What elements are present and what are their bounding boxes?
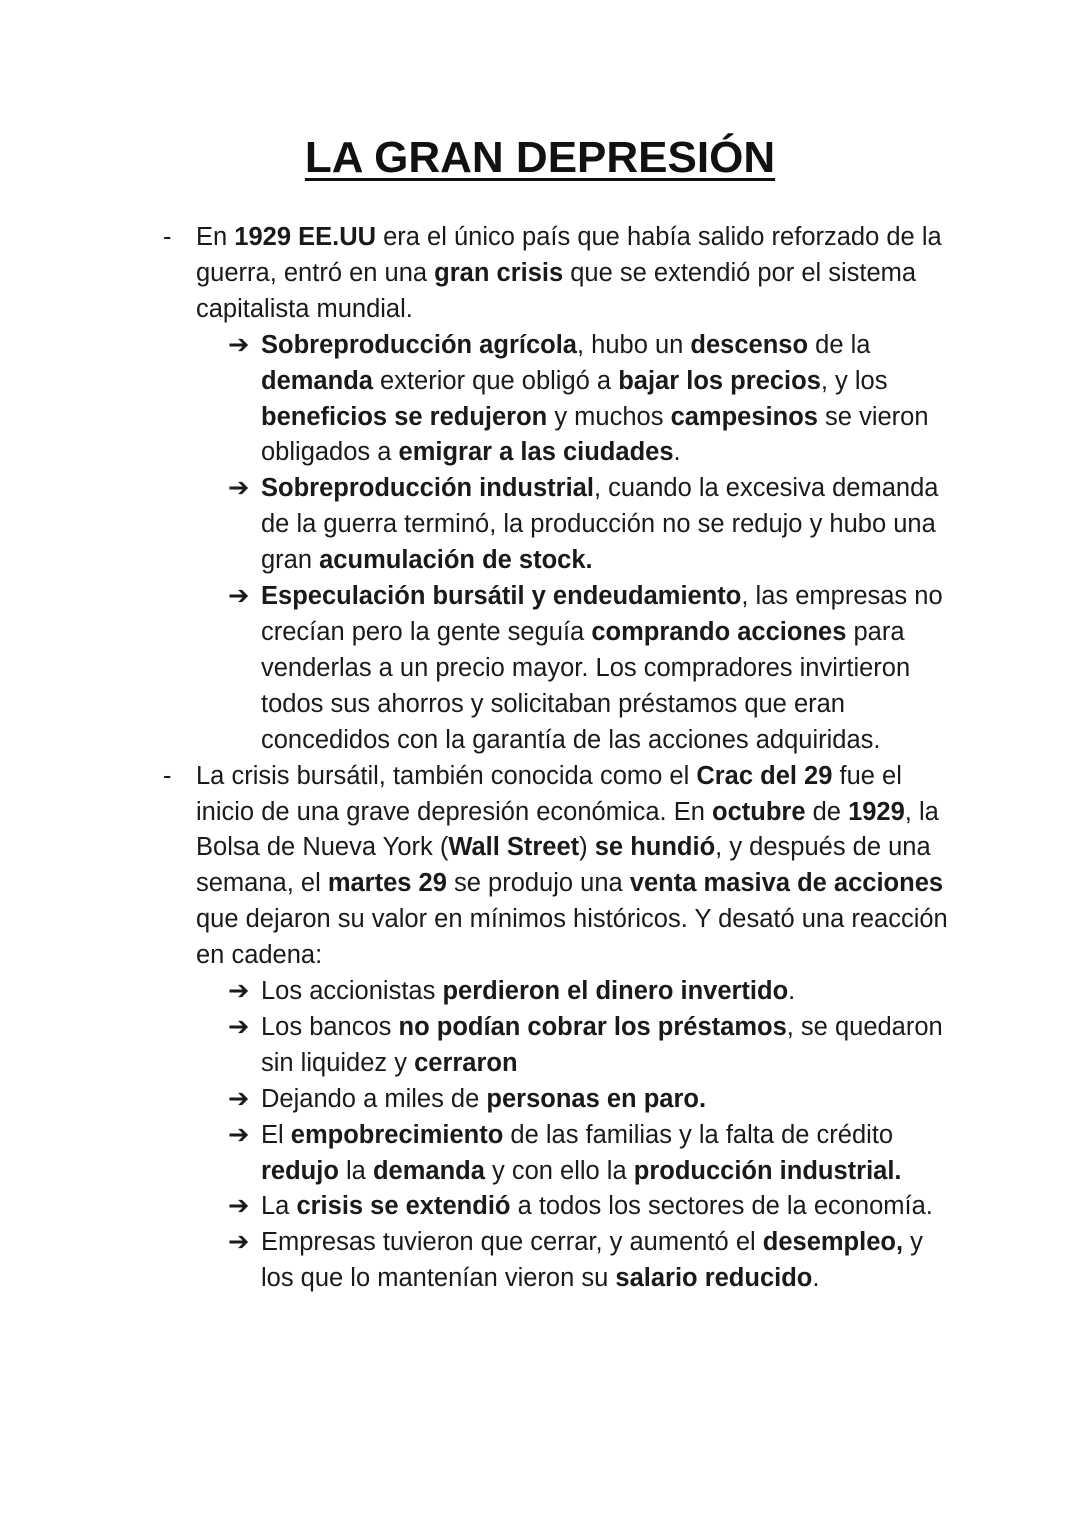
document-body bbox=[0, 220, 1080, 1297]
paragraph-1: - En 1929 EE.UU era el único país que había salido reforzado de la guerra, entró en una gran crisis que se extendió por el sistema capitalista mundial. bbox=[0, 220, 956, 328]
arrow-icon: ➔ bbox=[228, 330, 250, 359]
arrow-icon: ➔ bbox=[228, 1084, 250, 1113]
bullet-speculation-debt: ➔ Especulación bursátil y endeudamiento, las empresas no crecían pero la gente seguía comprando acciones para venderlas a un precio mayor. Los compradores invirtieron todos sus ahorros y solicitaban préstamos que eran concedidos con la garantía de las acciones adquiridas. bbox=[0, 579, 951, 759]
arrow-icon: ➔ bbox=[228, 1228, 250, 1257]
arrow-icon: ➔ bbox=[228, 1192, 250, 1221]
bullet-shareholders: ➔ Los accionistas perdieron el dinero invertido. bbox=[0, 974, 951, 1010]
dash-marker: - bbox=[163, 223, 172, 251]
arrow-icon: ➔ bbox=[228, 474, 250, 503]
bullet-companies-closing: ➔ Empresas tuvieron que cerrar, y aumentó el desempleo, y los que lo mantenían vieron su salario reducido. bbox=[0, 1225, 951, 1297]
paragraph-2: - La crisis bursátil, también conocida como el Crac del 29 fue el inicio de una grave depresión económica. En octubre de 1929, la Bolsa de Nueva York (Wall Street) se hundió, y después de una semana, el martes 29 se produjo una venta masiva de acciones que dejaron su valor en mínimos históricos. Y desató una reacción en cadena: bbox=[0, 759, 956, 974]
bullet-banks: ➔ Los bancos no podían cobrar los préstamos, se quedaron sin liquidez y cerraron bbox=[0, 1010, 951, 1082]
arrow-icon: ➔ bbox=[228, 1120, 250, 1149]
bullet-unemployment: ➔ Dejando a miles de personas en paro. bbox=[0, 1082, 951, 1118]
bullet-industrial-overproduction: ➔ Sobreproducción industrial, cuando la excesiva demanda de la guerra terminó, la producción no se redujo y hubo una gran acumulación de stock. bbox=[0, 471, 951, 579]
arrow-icon: ➔ bbox=[228, 582, 250, 611]
dash-marker: - bbox=[163, 761, 172, 790]
arrow-icon: ➔ bbox=[228, 1012, 250, 1041]
bullet-impoverishment: ➔ El empobrecimiento de las familias y la falta de crédito redujo la demanda y con ello la producción industrial. bbox=[0, 1118, 951, 1190]
page-title: LA GRAN DEPRESIÓN bbox=[304, 133, 776, 182]
bullet-agricultural-overproduction: ➔ Sobreproducción agrícola, hubo un descenso de la demanda exterior que obligó a bajar los precios, y los beneficios se redujeron y muchos campesinos se vieron obligados a emigrar a las ciudades. bbox=[0, 328, 951, 472]
arrow-icon: ➔ bbox=[228, 977, 250, 1006]
bullet-crisis-spread: ➔ La crisis se extendió a todos los sectores de la economía. bbox=[0, 1189, 951, 1225]
